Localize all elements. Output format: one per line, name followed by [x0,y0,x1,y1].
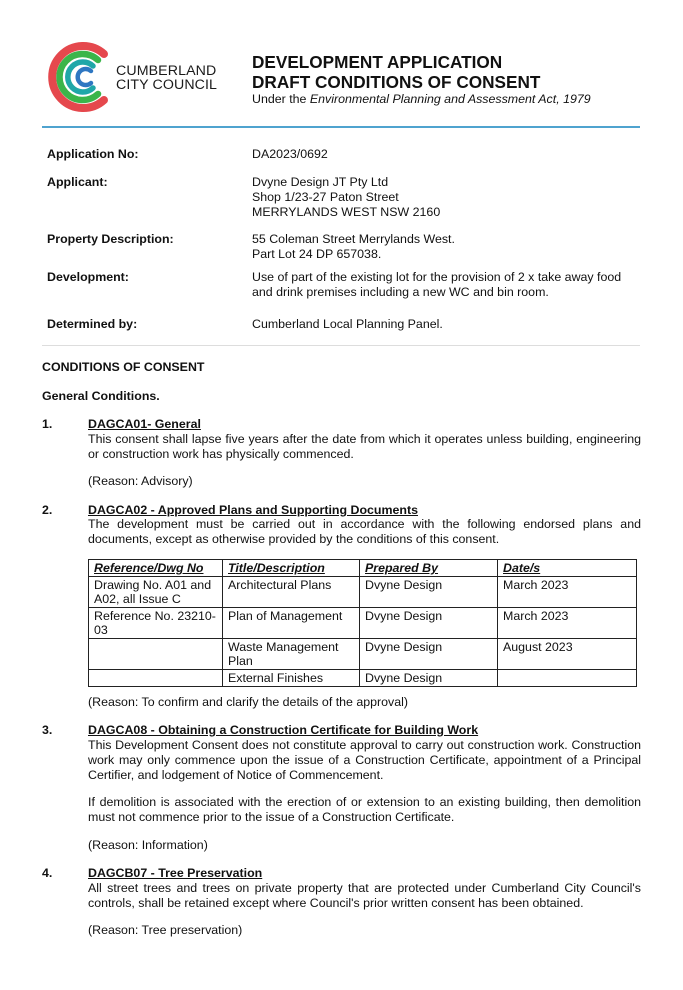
condition-title: DAGCA08 - Obtaining a Construction Certificate for Building Work [88,723,479,737]
detail-line: Cumberland Local Planning Panel. [252,317,443,331]
table-cell: Reference No. 23210-03 [89,608,223,639]
detail-line: DA2023/0692 [252,147,328,161]
table-cell: Dvyne Design [360,608,498,639]
column-header: Reference/Dwg No [89,560,223,577]
table-cell [89,639,223,670]
detail-line: Dvyne Design JT Pty Ltd [252,175,389,189]
condition-number: 2. [42,503,53,517]
detail-line: and drink premises including a new WC and bin room. [252,285,549,299]
council-name-line1: CUMBERLAND [116,63,217,79]
condition-title: DAGCB07 - Tree Preservation [88,866,263,880]
condition-paragraph: If demolition is associated with the erection of or extension to an existing building, then demolition must not commence prior to the issue of a Construction Certificate. [88,795,641,824]
condition-paragraph: All street trees and trees on private property that are protected under Cumberland City Council's controls, shall be retained except where Council's prior written consent has been obtained. [88,881,641,910]
condition-reason: (Reason: Advisory) [88,474,193,488]
condition-number: 1. [42,417,53,431]
condition-body [88,432,641,462]
column-header: Prepared By [360,560,498,577]
detail-value-determined-by [252,317,443,332]
detail-value-applicant [252,175,440,220]
document-title [252,52,540,92]
condition-title: DAGCA02 - Approved Plans and Supporting Documents [88,503,418,517]
general-conditions-heading: General Conditions. [42,389,160,403]
table-cell: Architectural Plans [223,577,360,608]
header-divider [42,126,640,128]
cumberland-council-logo-icon [46,40,120,114]
table-row [89,639,637,670]
table-cell [498,670,637,687]
detail-line: Use of part of the existing lot for the provision of 2 x take away food [252,270,622,284]
subtitle-prefix: Under the [252,92,310,106]
table-cell: Dvyne Design [360,639,498,670]
condition-body [88,738,641,783]
title-line2: DRAFT CONDITIONS OF CONSENT [252,72,541,92]
table-cell [89,670,223,687]
table-cell: Dvyne Design [360,670,498,687]
table-cell: March 2023 [498,608,637,639]
title-line1: DEVELOPMENT APPLICATION [252,52,503,72]
detail-label-determined-by: Determined by: [47,317,138,331]
condition-reason: (Reason: To confirm and clarify the details of the approval) [88,695,409,709]
detail-value-development [252,270,621,300]
subtitle-act: Environmental Planning and Assessment Act, 1979 [309,92,591,106]
condition-body [88,795,641,825]
condition-reason: (Reason: Information) [88,838,208,852]
approved-plans-table [88,559,637,687]
condition-number: 3. [42,723,53,737]
condition-reason: (Reason: Tree preservation) [88,923,243,937]
table-row [89,577,637,608]
table-cell: External Finishes [223,670,360,687]
condition-paragraph: The development must be carried out in accordance with the following endorsed plans and documents, except as otherwise provided by the conditions of this consent. [88,517,641,546]
column-header: Date/s [498,560,637,577]
detail-value-application-no [252,147,328,162]
table-cell: Plan of Management [223,608,360,639]
conditions-heading: CONDITIONS OF CONSENT [42,360,205,374]
detail-line: Part Lot 24 DP 657038. [252,247,382,261]
table-header-row [89,560,637,577]
table-cell: August 2023 [498,639,637,670]
detail-label-property: Property Description: [47,232,174,246]
condition-body [88,517,641,547]
council-name [116,64,217,92]
document-subtitle [252,92,591,107]
detail-label-applicant: Applicant: [47,175,108,189]
detail-line: Shop 1/23-27 Paton Street [252,190,399,204]
table-cell: Drawing No. A01 and A02, all Issue C [89,577,223,608]
table-row [89,608,637,639]
table-row [89,670,637,687]
detail-label-development: Development: [47,270,129,284]
council-name-line2: CITY COUNCIL [116,77,218,93]
table-cell: Waste Management Plan [223,639,360,670]
condition-number: 4. [42,866,53,880]
column-header: Title/Description [223,560,360,577]
detail-line: MERRYLANDS WEST NSW 2160 [252,205,441,219]
condition-body [88,881,641,911]
condition-paragraph: This consent shall lapse five years after the date from which it operates unless building, engineering or construction work has physically commenced. [88,432,641,461]
table-cell: March 2023 [498,577,637,608]
condition-paragraph: This Development Consent does not constitute approval to carry out construction work. Construction work may only commence upon the issue of a Construction Certificate, appointment of a Principal Certifier, and lodgement of Notice of Commencement. [88,738,641,782]
detail-value-property [252,232,455,262]
detail-label-application-no: Application No: [47,147,139,161]
details-divider [42,345,640,346]
detail-line: 55 Coleman Street Merrylands West. [252,232,455,246]
condition-title: DAGCA01- General [88,417,201,431]
table-cell: Dvyne Design [360,577,498,608]
